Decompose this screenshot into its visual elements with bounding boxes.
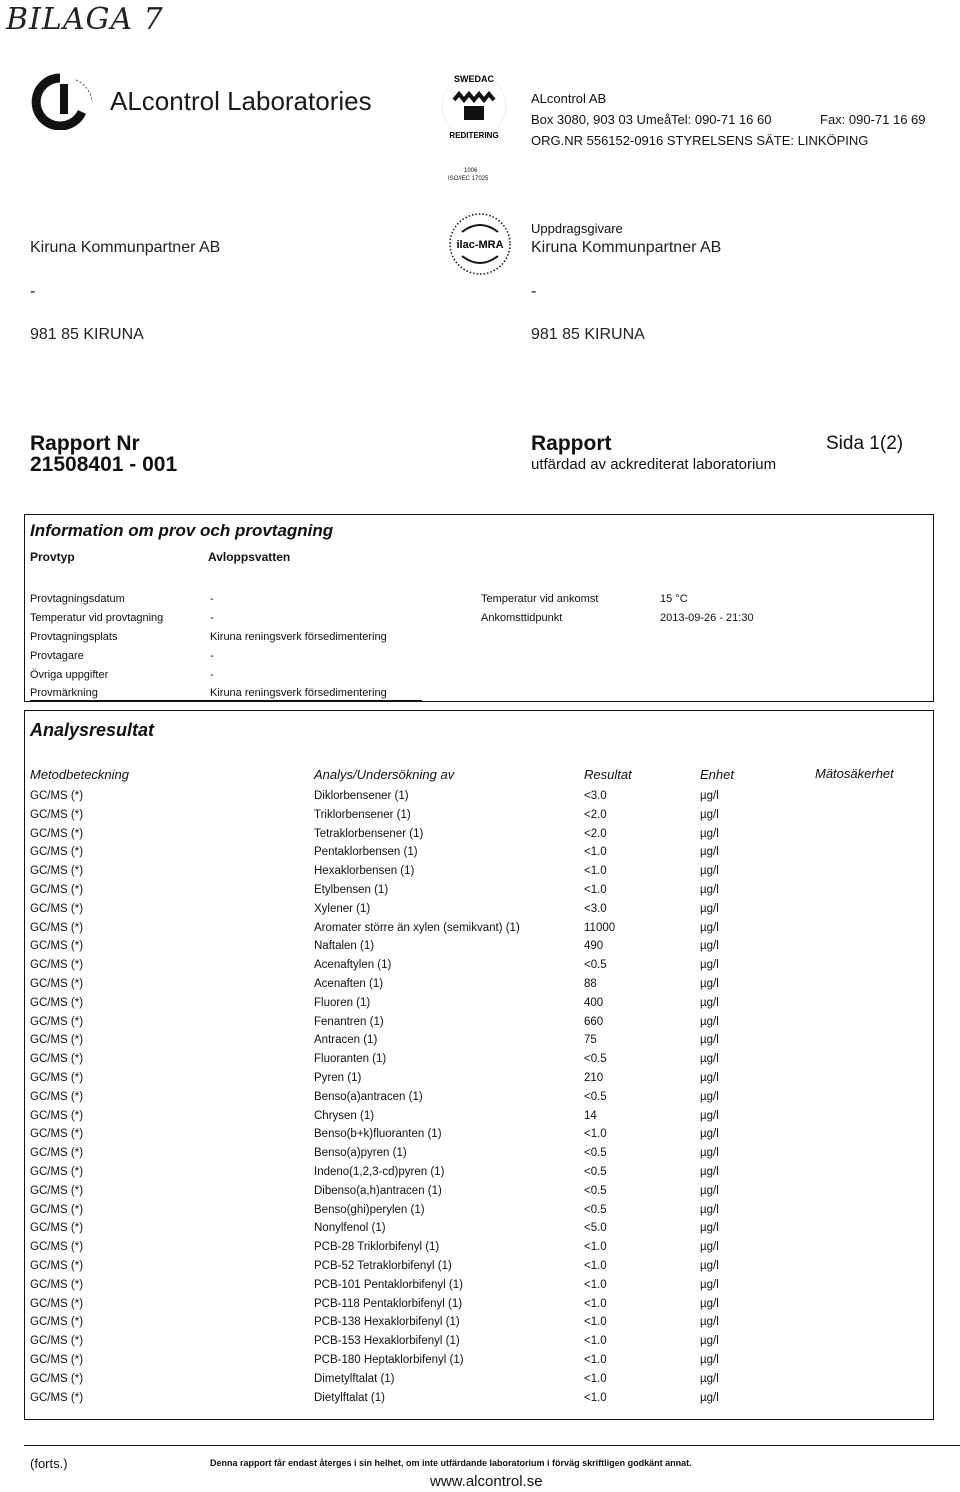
col-header-result: Resultat — [584, 767, 632, 782]
sample-field-value: - — [210, 650, 214, 662]
footer-notice: Denna rapport får endast återges i sin helhet, om inte utfärdande laboratorium i förväg skriftligen godkänt annat. — [210, 1458, 692, 1468]
row-result: <1.0 — [584, 1316, 607, 1329]
svg-text:SWEDAC: SWEDAC — [454, 74, 494, 84]
sample-info-underline — [30, 700, 422, 701]
row-unit: µg/l — [700, 1184, 719, 1197]
row-method: GC/MS (*) — [30, 1316, 84, 1329]
table-row — [0, 1185, 960, 1204]
company-name: ALcontrol AB — [531, 91, 607, 106]
recipient-line2: - — [30, 283, 36, 300]
table-row — [0, 1260, 960, 1279]
row-unit: µg/l — [700, 1222, 719, 1235]
sample-info-box — [24, 514, 934, 702]
col-header-uncertainty: Mätosäkerhet — [815, 766, 894, 781]
row-unit: µg/l — [700, 1316, 719, 1329]
footer-url: www.alcontrol.se — [430, 1473, 543, 1490]
row-analysis: Xylener (1) — [314, 902, 371, 915]
row-method: GC/MS (*) — [30, 1278, 84, 1291]
row-method: GC/MS (*) — [30, 959, 84, 972]
sample-type-label: Provtyp — [30, 550, 75, 564]
row-analysis: Acenaften (1) — [314, 978, 384, 990]
row-analysis: PCB-52 Tetraklorbifenyl (1) — [314, 1260, 452, 1272]
row-method: GC/MS (*) — [30, 1072, 84, 1084]
table-row — [0, 1241, 960, 1260]
row-unit: µg/l — [700, 1335, 719, 1348]
continued-note: (forts.) — [30, 1456, 68, 1471]
row-method: GC/MS (*) — [30, 1053, 84, 1066]
table-row — [0, 997, 960, 1016]
sample-field-value: - — [210, 593, 214, 605]
row-result: <1.0 — [584, 846, 607, 859]
row-method: GC/MS (*) — [30, 846, 84, 859]
table-row — [0, 1204, 960, 1223]
row-method: GC/MS (*) — [30, 827, 84, 840]
row-unit: µg/l — [700, 865, 719, 878]
row-method: GC/MS (*) — [30, 1222, 84, 1235]
row-result: <1.0 — [584, 1391, 607, 1404]
company-orgnr: ORG.NR 556152-0916 STYRELSENS SÄTE: LINKÖPING — [531, 133, 869, 148]
accreditation-number: 1006 — [464, 168, 478, 174]
row-unit: µg/l — [700, 959, 719, 972]
sample-field-value: - — [210, 612, 214, 624]
table-row — [0, 1335, 960, 1354]
table-row — [0, 809, 960, 828]
row-analysis: PCB-180 Heptaklorbifenyl (1) — [314, 1354, 464, 1366]
row-analysis: Antracen (1) — [314, 1034, 378, 1047]
sample-field-label: Provmärkning — [30, 687, 98, 699]
svg-text:ilac-MRA: ilac-MRA — [456, 239, 504, 251]
table-row — [0, 1373, 960, 1392]
row-analysis: Dimetylftalat (1) — [314, 1372, 395, 1385]
row-unit: µg/l — [700, 1391, 719, 1404]
col-header-method: Metodbeteckning — [30, 767, 130, 782]
row-unit: µg/l — [700, 827, 719, 840]
row-analysis: Fluoren (1) — [314, 996, 371, 1009]
row-result: <3.0 — [584, 902, 607, 915]
table-row — [0, 1110, 960, 1129]
row-result: 400 — [584, 996, 604, 1009]
row-result: <5.0 — [584, 1222, 607, 1235]
row-analysis: PCB-138 Hexaklorbifenyl (1) — [314, 1316, 460, 1329]
row-analysis: Hexaklorbensen (1) — [314, 865, 415, 878]
row-unit: µg/l — [700, 1072, 719, 1084]
report-title: Rapport — [531, 432, 612, 455]
arrival-time-value: 2013-09-26 - 21:30 — [660, 612, 754, 624]
row-unit: µg/l — [700, 1354, 719, 1366]
row-result: 88 — [584, 978, 597, 990]
table-row — [0, 1222, 960, 1241]
table-row — [0, 940, 960, 959]
row-result: <1.0 — [584, 884, 607, 896]
row-method: GC/MS (*) — [30, 978, 84, 990]
client-line2: - — [531, 283, 537, 300]
table-row — [0, 1034, 960, 1053]
row-method: GC/MS (*) — [30, 1241, 84, 1254]
row-analysis: Nonylfenol (1) — [314, 1222, 386, 1235]
row-analysis: Benso(ghi)perylen (1) — [314, 1203, 425, 1216]
row-method: GC/MS (*) — [30, 1090, 84, 1103]
company-address: Box 3080, 903 03 Umeå — [531, 112, 672, 127]
row-result: <0.5 — [584, 1166, 607, 1178]
sample-info-title: Information om prov och provtagning — [30, 521, 334, 540]
alcontrol-logo-icon — [30, 72, 100, 130]
row-method: GC/MS (*) — [30, 865, 84, 878]
table-row — [0, 1016, 960, 1035]
row-result: <1.0 — [584, 1372, 607, 1385]
row-method: GC/MS (*) — [30, 1372, 84, 1385]
row-unit: µg/l — [700, 902, 719, 915]
company-fax: Fax: 090-71 16 69 — [820, 112, 926, 127]
row-result: <2.0 — [584, 827, 607, 840]
row-analysis: PCB-101 Pentaklorbifenyl (1) — [314, 1278, 463, 1291]
row-analysis: Diklorbensener (1) — [314, 790, 409, 802]
row-unit: µg/l — [700, 1260, 719, 1272]
row-analysis: Chrysen (1) — [314, 1109, 375, 1122]
row-unit: µg/l — [700, 1147, 719, 1160]
row-analysis: PCB-118 Pentaklorbifenyl (1) — [314, 1297, 463, 1310]
row-method: GC/MS (*) — [30, 996, 84, 1009]
row-analysis: Indeno(1,2,3-cd)pyren (1) — [314, 1166, 445, 1178]
sample-type-value: Avloppsvatten — [208, 550, 291, 564]
svg-text:REDITERING: REDITERING — [449, 131, 499, 140]
row-method: GC/MS (*) — [30, 790, 84, 802]
sample-field-label: Övriga uppgifter — [30, 669, 109, 681]
table-row — [0, 846, 960, 865]
row-unit: µg/l — [700, 1297, 719, 1310]
row-unit: µg/l — [700, 1203, 719, 1216]
row-unit: µg/l — [700, 846, 719, 859]
row-method: GC/MS (*) — [30, 1203, 84, 1216]
table-row — [0, 959, 960, 978]
row-result: <0.5 — [584, 1203, 607, 1216]
accreditation-standard: ISO/IEC 17025 — [448, 176, 489, 182]
row-result: <1.0 — [584, 1278, 607, 1291]
row-result: 660 — [584, 1015, 604, 1028]
report-nr-value: 21508401 - 001 — [30, 453, 178, 476]
row-method: GC/MS (*) — [30, 1354, 84, 1366]
row-unit: µg/l — [700, 1278, 719, 1291]
row-method: GC/MS (*) — [30, 1147, 84, 1160]
sample-field-value: - — [210, 669, 214, 681]
row-analysis: Tetraklorbensener (1) — [314, 827, 424, 840]
row-analysis: Aromater större än xylen (semikvant) (1) — [314, 921, 520, 934]
table-row — [0, 978, 960, 997]
table-row — [0, 1091, 960, 1110]
row-unit: µg/l — [700, 1109, 719, 1122]
row-method: GC/MS (*) — [30, 1391, 84, 1404]
sample-field-value: Kiruna reningsverk försedimentering — [210, 631, 387, 643]
table-row — [0, 1298, 960, 1317]
row-result: <1.0 — [584, 1335, 607, 1348]
footer-rule — [24, 1445, 960, 1446]
row-analysis: Pyren (1) — [314, 1072, 362, 1084]
row-analysis: Naftalen (1) — [314, 940, 375, 953]
row-analysis: Fluoranten (1) — [314, 1053, 387, 1066]
row-unit: µg/l — [700, 1053, 719, 1066]
page-number: Sida 1(2) — [826, 433, 904, 454]
row-result: <1.0 — [584, 1354, 607, 1366]
swedac-seal-icon — [428, 70, 520, 165]
row-result: 14 — [584, 1109, 597, 1122]
col-header-analysis: Analys/Undersökning av — [314, 767, 455, 782]
row-method: GC/MS (*) — [30, 1015, 84, 1028]
row-analysis: Dibenso(a,h)antracen (1) — [314, 1184, 442, 1197]
row-unit: µg/l — [700, 921, 719, 934]
row-analysis: PCB-153 Hexaklorbifenyl (1) — [314, 1335, 460, 1348]
row-method: GC/MS (*) — [30, 921, 84, 934]
sample-field-value: Kiruna reningsverk försedimentering — [210, 687, 387, 699]
row-analysis: Dietylftalat (1) — [314, 1391, 385, 1404]
arrival-time-label: Ankomsttidpunkt — [481, 612, 563, 624]
row-unit: µg/l — [700, 1166, 719, 1178]
row-unit: µg/l — [700, 1015, 719, 1028]
recipient-name: Kiruna Kommunpartner AB — [30, 239, 221, 256]
row-method: GC/MS (*) — [30, 1260, 84, 1272]
row-result: 210 — [584, 1072, 604, 1084]
table-row — [0, 1392, 960, 1411]
row-analysis: Triklorbensener (1) — [314, 808, 411, 821]
company-tel: Tel: 090-71 16 60 — [671, 112, 772, 127]
row-result: 11000 — [584, 921, 616, 934]
client-heading: Uppdragsgivare — [531, 221, 623, 236]
row-analysis: Benso(b+k)fluoranten (1) — [314, 1128, 442, 1141]
table-row — [0, 1316, 960, 1335]
row-method: GC/MS (*) — [30, 808, 84, 821]
row-unit: µg/l — [700, 884, 719, 896]
row-method: GC/MS (*) — [30, 1297, 84, 1310]
table-row — [0, 1166, 960, 1185]
row-unit: µg/l — [700, 808, 719, 821]
arrival-temp-value: 15 °C — [660, 593, 688, 605]
row-unit: µg/l — [700, 1372, 719, 1385]
row-method: GC/MS (*) — [30, 1109, 84, 1122]
row-analysis: Etylbensen (1) — [314, 884, 389, 896]
row-unit: µg/l — [700, 1090, 719, 1103]
row-result: <3.0 — [584, 790, 607, 802]
table-row — [0, 922, 960, 941]
client-city: 981 85 KIRUNA — [531, 326, 645, 343]
sample-field-label: Provtagare — [30, 650, 84, 662]
row-result: 75 — [584, 1034, 597, 1047]
row-result: <1.0 — [584, 1128, 607, 1141]
row-method: GC/MS (*) — [30, 940, 84, 953]
report-nr-label: Rapport Nr — [30, 432, 140, 455]
row-unit: µg/l — [700, 1241, 719, 1254]
row-analysis: Acenaftylen (1) — [314, 959, 392, 972]
table-row — [0, 828, 960, 847]
row-result: <1.0 — [584, 1297, 607, 1310]
table-row — [0, 1072, 960, 1091]
row-result: <1.0 — [584, 1260, 607, 1272]
row-analysis: Pentaklorbensen (1) — [314, 846, 418, 859]
row-method: GC/MS (*) — [30, 902, 84, 915]
lab-name: ALcontrol Laboratories — [110, 86, 372, 116]
recipient-city: 981 85 KIRUNA — [30, 326, 144, 343]
table-row — [0, 1354, 960, 1373]
table-row — [0, 790, 960, 809]
row-unit: µg/l — [700, 940, 719, 953]
handwritten-annotation: BILAGA 7 — [6, 2, 164, 37]
report-subtitle: utfärdad av ackrediterat laboratorium — [531, 456, 777, 473]
table-row — [0, 903, 960, 922]
row-unit: µg/l — [700, 790, 719, 802]
table-row — [0, 1279, 960, 1298]
sample-field-label: Temperatur vid provtagning — [30, 612, 164, 624]
col-header-unit: Enhet — [700, 767, 734, 782]
ilac-mra-logo-icon — [448, 212, 512, 276]
row-method: GC/MS (*) — [30, 1128, 84, 1141]
table-row — [0, 865, 960, 884]
row-result: <0.5 — [584, 1184, 607, 1197]
row-result: <1.0 — [584, 865, 607, 878]
row-unit: µg/l — [700, 1128, 719, 1141]
row-result: <0.5 — [584, 1090, 607, 1103]
table-row — [0, 1147, 960, 1166]
row-analysis: Fenantren (1) — [314, 1015, 384, 1028]
client-name: Kiruna Kommunpartner AB — [531, 239, 722, 256]
sample-field-label: Provtagningsplats — [30, 631, 118, 643]
row-method: GC/MS (*) — [30, 1034, 84, 1047]
row-method: GC/MS (*) — [30, 884, 84, 896]
row-method: GC/MS (*) — [30, 1184, 84, 1197]
row-result: <2.0 — [584, 808, 607, 821]
table-row — [0, 1053, 960, 1072]
row-result: <1.0 — [584, 1241, 607, 1254]
sample-field-label: Provtagningsdatum — [30, 593, 125, 605]
row-unit: µg/l — [700, 996, 719, 1009]
row-analysis: PCB-28 Triklorbifenyl (1) — [314, 1241, 440, 1254]
results-title: Analysresultat — [30, 720, 155, 740]
row-analysis: Benso(a)pyren (1) — [314, 1147, 407, 1160]
row-unit: µg/l — [700, 1034, 719, 1047]
row-analysis: Benso(a)antracen (1) — [314, 1090, 423, 1103]
row-method: GC/MS (*) — [30, 1166, 84, 1178]
row-result: <0.5 — [584, 1147, 607, 1160]
row-result: <0.5 — [584, 959, 607, 972]
row-unit: µg/l — [700, 978, 719, 990]
row-result: 490 — [584, 940, 604, 953]
table-row — [0, 1128, 960, 1147]
row-method: GC/MS (*) — [30, 1335, 84, 1348]
arrival-temp-label: Temperatur vid ankomst — [481, 593, 599, 605]
row-result: <0.5 — [584, 1053, 607, 1066]
table-row — [0, 884, 960, 903]
